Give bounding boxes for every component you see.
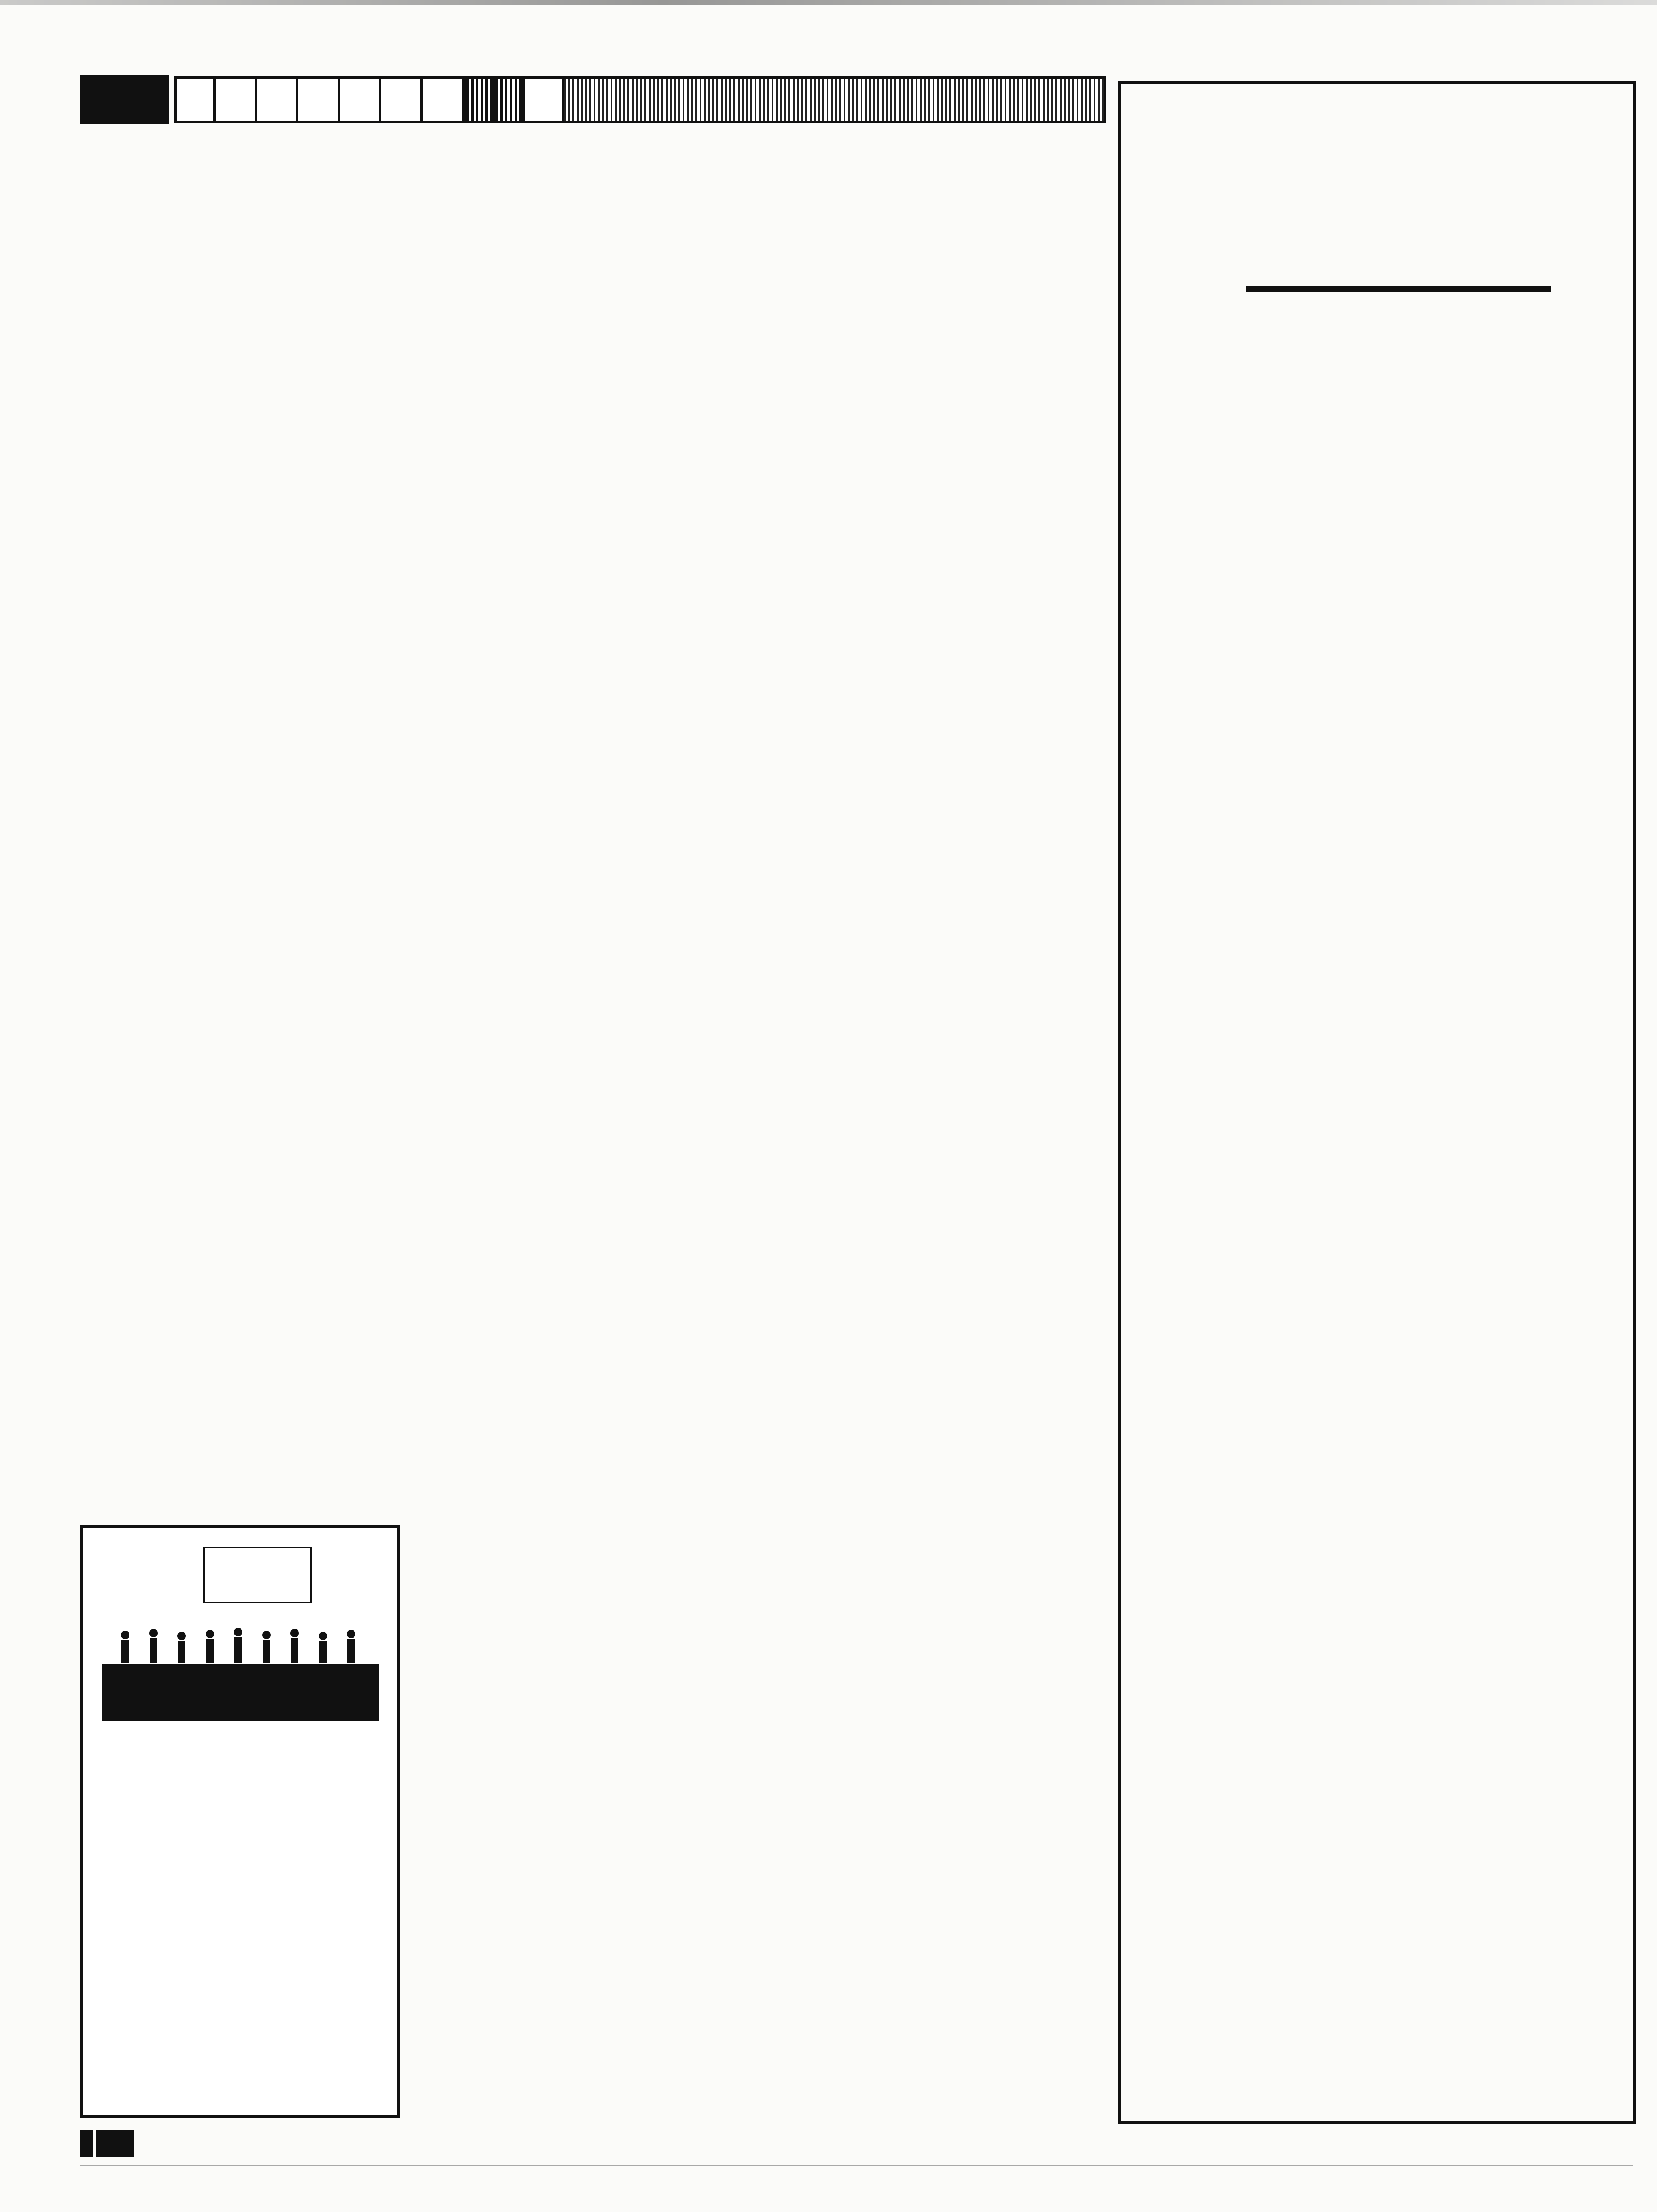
cornucopia-band bbox=[102, 1664, 379, 1721]
clio-col-1 bbox=[97, 282, 341, 607]
section-title-letters bbox=[174, 76, 564, 123]
editores-col-4 bbox=[861, 781, 1106, 2108]
section-letter-separator bbox=[493, 76, 523, 123]
dl-logo bbox=[80, 75, 169, 124]
festival-byline bbox=[1246, 286, 1551, 292]
editores-col-1 bbox=[82, 781, 327, 1515]
clio-col-2 bbox=[351, 282, 595, 607]
festival-lead bbox=[1135, 329, 1620, 517]
festival-box bbox=[1118, 81, 1636, 2124]
page-top-edge bbox=[0, 0, 1657, 5]
section-letter bbox=[257, 76, 298, 123]
newspaper-masthead bbox=[96, 2130, 134, 2157]
section-letter bbox=[423, 76, 464, 123]
section-letter bbox=[216, 76, 257, 123]
clio-col-4 bbox=[859, 282, 1104, 607]
section-letter-separator bbox=[464, 76, 493, 123]
theatre-advertisement bbox=[80, 1525, 400, 2118]
festival-col-2 bbox=[1387, 521, 1622, 2112]
section-letter bbox=[381, 76, 423, 123]
section-letter bbox=[174, 76, 216, 123]
festival-col-1 bbox=[1135, 521, 1370, 2112]
section-letter bbox=[298, 76, 340, 123]
bottom-rule bbox=[80, 2165, 1633, 2166]
page-footer bbox=[80, 2127, 1116, 2160]
page-number bbox=[80, 2130, 93, 2157]
section-header bbox=[80, 72, 1106, 128]
section-letter bbox=[340, 76, 381, 123]
section-header-hatch bbox=[564, 76, 1106, 123]
section-letter bbox=[523, 76, 564, 123]
editores-col-3 bbox=[605, 781, 850, 2108]
teatro-bairro-alto-logo bbox=[203, 1547, 312, 1603]
clio-col-3 bbox=[605, 282, 850, 607]
ad-figures-illustration bbox=[111, 1627, 375, 1664]
